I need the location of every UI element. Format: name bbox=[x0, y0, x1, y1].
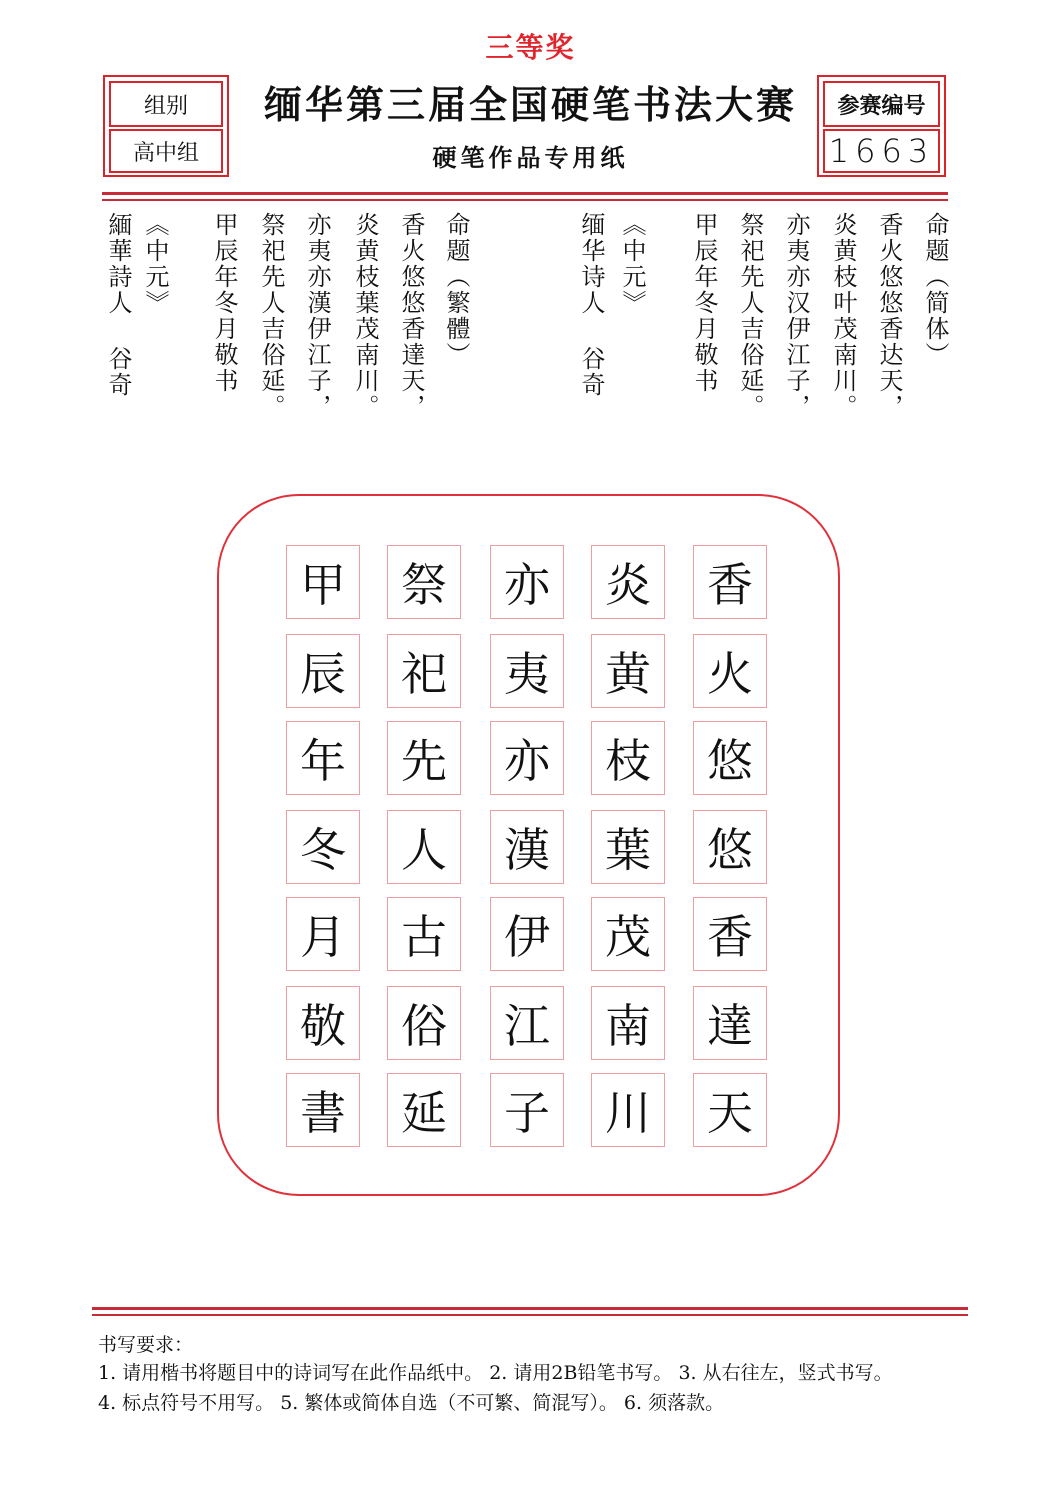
poem-title: 《中元》 bbox=[618, 212, 646, 316]
prompt-line: 甲辰年冬月敬书 bbox=[690, 212, 718, 394]
grid-cell: 夷 bbox=[490, 634, 564, 708]
prompt-line: 祭祀先人吉俗延。 bbox=[736, 212, 764, 420]
grid-cell: 人 bbox=[387, 810, 461, 884]
grid-cell: 亦 bbox=[490, 721, 564, 795]
poem-title: 《中元》 bbox=[141, 212, 169, 316]
entry-number-value: 1663 bbox=[823, 129, 940, 173]
prompt-line: 香火悠悠香达天， bbox=[875, 212, 903, 420]
grid-cell: 祀 bbox=[387, 634, 461, 708]
requirements-line: 1. 请用楷书将题目中的诗词写在此作品纸中。 2. 请用2B铅笔书写。 3. 从右往左，竖式书写。 bbox=[98, 1362, 893, 1384]
prompt-line: 炎黄枝叶茂南川。 bbox=[829, 212, 857, 420]
grid-cell: 辰 bbox=[286, 634, 360, 708]
poet-name: 緬華詩人 谷奇 bbox=[104, 212, 132, 398]
prompt-line: 祭祀先人吉俗延。 bbox=[257, 212, 285, 420]
grid-cell: 茂 bbox=[591, 897, 665, 971]
header-rule-thin bbox=[102, 199, 948, 201]
prompt-line: 炎黄枝葉茂南川。 bbox=[351, 212, 379, 420]
grid-cell: 炎 bbox=[591, 545, 665, 619]
prompt-line: 命题（简体） bbox=[921, 212, 949, 368]
grid-cell: 書 bbox=[286, 1073, 360, 1147]
grid-cell: 達 bbox=[693, 986, 767, 1060]
paper-subtitle: 硬笔作品专用纸 bbox=[432, 143, 629, 172]
grid-cell: 年 bbox=[286, 721, 360, 795]
entry-number-label: 参赛编号 bbox=[823, 81, 940, 127]
grid-cell: 敬 bbox=[286, 986, 360, 1060]
grid-cell: 香 bbox=[693, 897, 767, 971]
grid-cell: 延 bbox=[387, 1073, 461, 1147]
prompt-line: 命题（繁體） bbox=[442, 212, 470, 368]
grid-cell: 南 bbox=[591, 986, 665, 1060]
grid-cell: 漢 bbox=[490, 810, 564, 884]
grid-cell: 俗 bbox=[387, 986, 461, 1060]
prompt-line: 甲辰年冬月敬书 bbox=[210, 212, 238, 394]
entry-number-box bbox=[817, 75, 946, 177]
requirements-title: 书写要求： bbox=[98, 1334, 194, 1356]
grid-cell: 火 bbox=[693, 634, 767, 708]
grid-cell: 亦 bbox=[490, 545, 564, 619]
footer-rule-thick bbox=[92, 1307, 968, 1310]
grid-cell: 甲 bbox=[286, 545, 360, 619]
grid-cell: 香 bbox=[693, 545, 767, 619]
grid-cell: 川 bbox=[591, 1073, 665, 1147]
grid-cell: 伊 bbox=[490, 897, 564, 971]
header-rule-thick bbox=[102, 192, 948, 195]
contest-title: 缅华第三届全国硬笔书法大赛 bbox=[263, 82, 797, 127]
grid-cell: 天 bbox=[693, 1073, 767, 1147]
requirements-line: 4. 标点符号不用写。 5. 繁体或简体自选（不可繁、简混写）。 6. 须落款。 bbox=[98, 1392, 725, 1414]
award-label: 三等奖 bbox=[485, 31, 576, 64]
group-label: 组别 bbox=[109, 81, 223, 127]
grid-cell: 先 bbox=[387, 721, 461, 795]
prompt-line: 亦夷亦汉伊江子， bbox=[782, 212, 810, 420]
grid-cell: 子 bbox=[490, 1073, 564, 1147]
group-value: 高中组 bbox=[109, 129, 223, 173]
prompt-line: 亦夷亦漢伊江子， bbox=[303, 212, 331, 420]
grid-cell: 江 bbox=[490, 986, 564, 1060]
prompt-line: 香火悠悠香達天， bbox=[397, 212, 425, 420]
grid-cell: 葉 bbox=[591, 810, 665, 884]
grid-cell: 祭 bbox=[387, 545, 461, 619]
grid-cell: 月 bbox=[286, 897, 360, 971]
grid-cell: 悠 bbox=[693, 810, 767, 884]
grid-cell: 枝 bbox=[591, 721, 665, 795]
grid-cell: 黄 bbox=[591, 634, 665, 708]
grid-cell: 冬 bbox=[286, 810, 360, 884]
grid-cell: 悠 bbox=[693, 721, 767, 795]
poet-name: 缅华诗人 谷奇 bbox=[577, 212, 605, 398]
grid-cell: 古 bbox=[387, 897, 461, 971]
footer-rule-thin bbox=[92, 1314, 968, 1316]
